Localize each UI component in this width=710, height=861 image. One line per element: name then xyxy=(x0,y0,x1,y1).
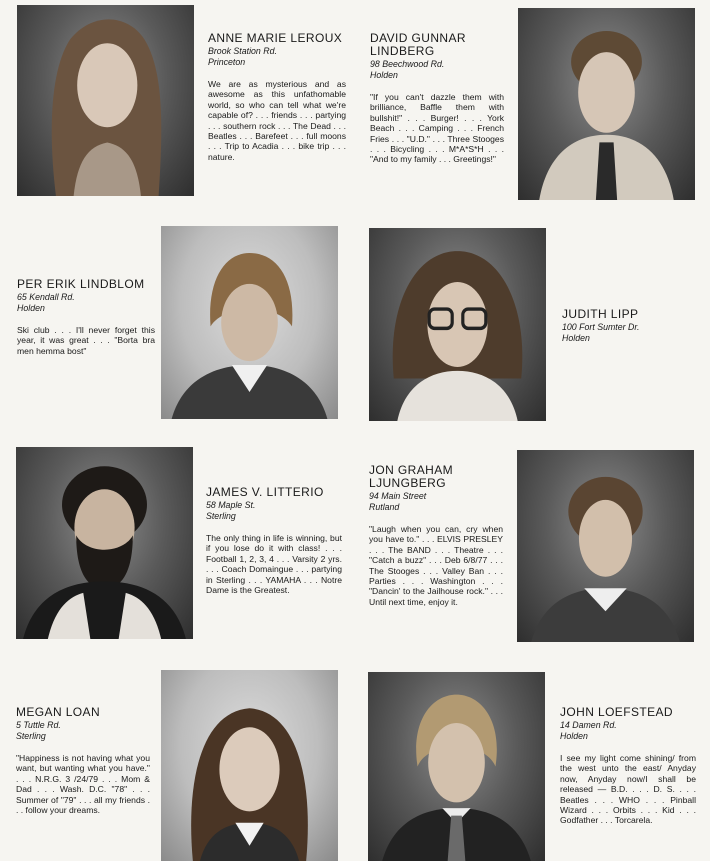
bio-leroux xyxy=(208,32,346,162)
bio-ljungberg xyxy=(369,464,503,607)
student-name: MEGAN LOAN xyxy=(16,705,101,719)
student-quote: The only thing in life is winning, but if you lose do it with class! . . . Football 1, 2, 3, 4 . . . Varsity 2 yrs. . . . Coach Domaingue . . . partying in Sterling . . . YAMAHA . . . Notre Dame is the Greatest. xyxy=(206,533,342,596)
portrait-lindberg xyxy=(518,8,695,200)
student-address: 94 Main Street xyxy=(369,491,427,501)
portrait-litterio xyxy=(16,447,193,639)
portrait-loan xyxy=(161,670,338,861)
student-quote: I see my light come shining/ from the west unto the east/ Anyday now, Anyday now/I shall be released — B.D. . . . D. S. . . . Beatles . . . WHO . . . Pinball Wizard . . . Orbits . . . Kid . . . Godfather . . . Torcarela. xyxy=(560,753,696,826)
student-address: 65 Kendall Rd. xyxy=(17,292,75,302)
student-town: Sterling xyxy=(16,730,46,741)
portrait-ljungberg xyxy=(517,450,694,642)
student-name: JAMES V. LITTERIO xyxy=(206,485,324,499)
bio-loan xyxy=(16,706,150,815)
portrait-lipp xyxy=(369,228,546,421)
student-address: 58 Maple St. xyxy=(206,500,256,510)
student-town: Princeton xyxy=(208,56,246,67)
student-quote: "Happiness is not having what you want, but wanting what you have." . . . N.R.G. 3 /24/79 . . . Mom & Dad . . . Wash. D.C. "78" . . . Summer of "79" . . . all my friends . . . follow your dreams. xyxy=(16,753,150,816)
student-town: Holden xyxy=(370,69,398,80)
student-name: JUDITH LIPP xyxy=(562,307,639,321)
student-address: Brook Station Rd. xyxy=(208,46,277,56)
student-town: Holden xyxy=(560,730,588,741)
student-town: Holden xyxy=(17,302,45,313)
bio-litterio xyxy=(206,486,342,595)
student-town: Rutland xyxy=(369,501,400,512)
student-name: JOHN LOEFSTEAD xyxy=(560,705,673,719)
student-address: 14 Damen Rd. xyxy=(560,720,617,730)
student-quote: Ski club . . . I'll never forget this year, it was great . . . "Borta bra men hemma bost" xyxy=(17,325,155,356)
student-name: ANNE MARIE LEROUX xyxy=(208,31,343,45)
student-address: 5 Tuttle Rd. xyxy=(16,720,61,730)
student-quote: We are as mysterious and as awesome as this unfathomable world, so who can tell what we're capable of? . . . friends . . . partying . . . southern rock . . . The Dead . . . Beatles . . . Barefeet . . . full moons . . . Trip to Acadia . . . bike trip . . . nature. xyxy=(208,79,346,162)
portrait-leroux xyxy=(17,5,194,196)
student-address: 98 Beechwood Rd. xyxy=(370,59,445,69)
bio-lipp xyxy=(562,308,700,343)
portrait-loefstead xyxy=(368,672,545,861)
bio-lindberg xyxy=(370,32,504,165)
portrait-lindblom xyxy=(161,226,338,419)
student-name: JON GRAHAM LJUNGBERG xyxy=(369,463,454,490)
student-quote: "If you can't dazzle them with brilliance, Baffle them with bullshit!" . . . Burger! . . . York Beach . . . Camping . . . French Fries . . . "U.D." . . . Three Stooges . . . Bicycling . . . M*A*S*H . . . "And to my family . . . Greetings!" xyxy=(370,92,504,165)
student-quote: "Laugh when you can, cry when you have to." . . . ELVIS PRESLEY . . . The BAND . . . Theatre . . . "Catch a buzz" . . . Deb 6/8/77 . . . The Stooges . . . Valley Ban . . . Parties . . . Washington . . . "Dancin' to the Jailhouse rock." . . . Until next time, enjoy it. xyxy=(369,524,503,607)
bio-lindblom xyxy=(17,278,155,356)
student-name: DAVID GUNNAR LINDBERG xyxy=(370,31,466,58)
student-address: 100 Fort Sumter Dr. xyxy=(562,322,640,332)
student-town: Holden xyxy=(562,332,590,343)
student-town: Sterling xyxy=(206,510,236,521)
bio-loefstead xyxy=(560,706,696,826)
student-name: PER ERIK LINDBLOM xyxy=(17,277,145,291)
